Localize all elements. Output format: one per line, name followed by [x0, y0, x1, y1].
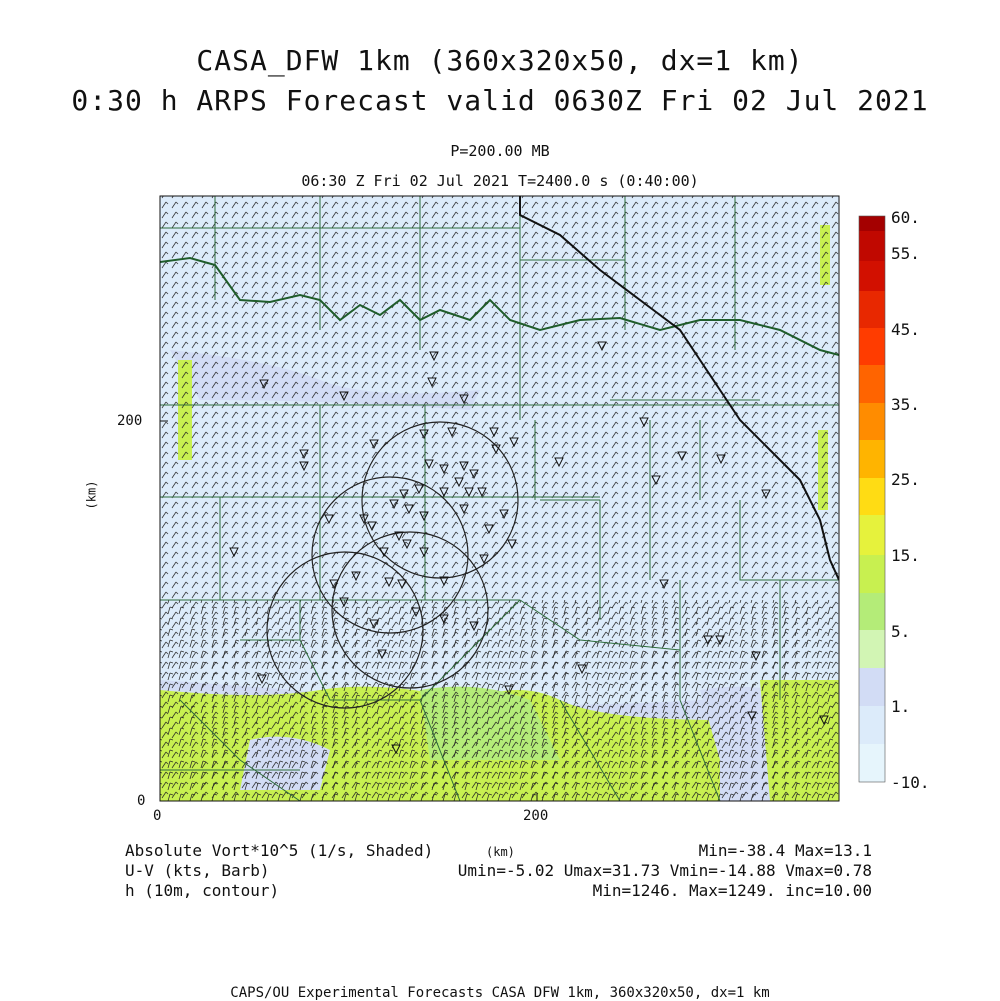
- x-axis-label: (km): [486, 845, 515, 859]
- colorbar-label-55: 55.: [891, 244, 920, 263]
- legend-vorticity: Absolute Vort*10^5 (1/s, Shaded): [125, 841, 434, 860]
- footer-credit: CAPS/OU Experimental Forecasts CASA DFW 1km, 360x320x50, dx=1 km: [230, 985, 770, 1001]
- colorbar-label-25: 25.: [891, 470, 920, 489]
- legend-wind-range: Umin=-5.02 Umax=31.73 Vmin=-14.88 Vmax=0.78: [457, 861, 872, 880]
- colorbar-label-35: 35.: [891, 395, 920, 414]
- colorbar-label-45: 45.: [891, 320, 920, 339]
- map-title-line1: CASA_DFW 1km (360x320x50, dx=1 km): [196, 44, 804, 77]
- y-tick-label-200: 200: [117, 413, 143, 429]
- y-axis-label: (km): [84, 480, 99, 510]
- vorticity-shading: [160, 196, 839, 801]
- colorbar-label-minus10: -10.: [891, 773, 930, 792]
- legend-height-contour: h (10m, contour): [125, 881, 280, 900]
- legend-vorticity-range: Min=-38.4 Max=13.1: [698, 841, 872, 860]
- x-tick-label-0: 0: [153, 808, 162, 824]
- pressure-level-label: P=200.00 MB: [450, 142, 550, 160]
- valid-time-label: 06:30 Z Fri 02 Jul 2021 T=2400.0 s (0:40:00): [301, 172, 699, 190]
- map-title-line2: 0:30 h ARPS Forecast valid 0630Z Fri 02 Jul 2021: [71, 84, 929, 117]
- colorbar-label-60: 60.: [891, 208, 920, 227]
- x-tick-label-200: 200: [523, 808, 549, 824]
- colorbar: [859, 216, 885, 782]
- legend-wind-barb: U-V (kts, Barb): [125, 861, 270, 880]
- colorbar-label-1: 1.: [891, 697, 911, 716]
- colorbar-label-5: 5.: [891, 622, 911, 641]
- y-tick-label-0: 0: [137, 793, 146, 809]
- colorbar-label-15: 15.: [891, 546, 920, 565]
- legend-height-range: Min=1246. Max=1249. inc=10.00: [592, 881, 872, 900]
